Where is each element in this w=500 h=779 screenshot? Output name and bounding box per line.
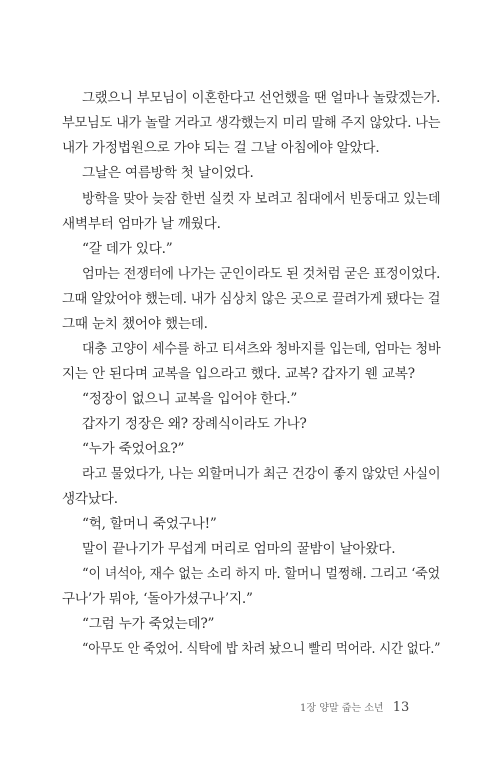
text-line: “누가 죽었어요?” bbox=[82, 441, 185, 457]
text-line: 생각났다. bbox=[62, 491, 118, 507]
text-line: 라고 물었다가, 나는 외할머니가 최근 건강이 좋지 않았던 사실이 bbox=[82, 466, 441, 482]
text-line: 새벽부터 엄마가 날 깨웠다. bbox=[62, 216, 221, 232]
text-line: 말이 끝나기가 무섭게 머리로 엄마의 꿀밤이 날아왔다. bbox=[82, 541, 396, 557]
text-line: “그럼 누가 죽었는데?” bbox=[82, 616, 215, 632]
text-line: 그날은 여름방학 첫 날이었다. bbox=[82, 165, 254, 181]
text-line: 내가 가정법원으로 가야 되는 걸 그날 아침에야 알았다. bbox=[62, 140, 380, 156]
text-line: 지는 안 된다며 교복을 입으라고 했다. 교복? 갑자기 웬 교복? bbox=[62, 366, 415, 382]
page-footer bbox=[300, 699, 450, 715]
page-number: 13 bbox=[392, 700, 410, 715]
text-line: “아무도 안 죽었어. 식탁에 밥 차려 놨으니 빨리 먹어라. 시간 없다.” bbox=[82, 641, 441, 657]
text-line: 구나’가 뭐야, ‘돌아가셨구나’지.” bbox=[62, 591, 253, 607]
text-line: 방학을 맞아 늦잠 한번 실컷 자 보려고 침대에서 빈둥대고 있는데 bbox=[82, 191, 441, 207]
text-line: 그랬으니 부모님이 이혼한다고 선언했을 땐 얼마나 놀랐겠는가. bbox=[82, 90, 441, 106]
text-line: “정장이 없으니 교복을 입어야 한다.” bbox=[82, 391, 298, 407]
chapter-title: 1장 양말 줍는 소년 bbox=[300, 703, 384, 714]
text-line: 갑자기 정장은 왜? 장례식이라도 가나? bbox=[82, 416, 307, 432]
text-line: “이 녀석아, 재수 없는 소리 하지 마. 할머니 멀쩡해. 그리고 ‘죽었 bbox=[82, 566, 440, 582]
text-line: 그때 알았어야 했는데. 내가 심상치 않은 곳으로 끌려가게 됐다는 걸 bbox=[62, 291, 441, 307]
text-line: 부모님도 내가 놀랄 거라고 생각했는지 미리 말해 주지 않았다. 나는 bbox=[62, 115, 441, 131]
text-line: 엄마는 전쟁터에 나가는 군인이라도 된 것처럼 굳은 표정이었다. bbox=[82, 266, 441, 282]
text-line: “헉, 할머니 죽었구나!” bbox=[82, 516, 217, 532]
text-line: “갈 데가 있다.” bbox=[82, 241, 173, 257]
text-line: 대충 고양이 세수를 하고 티셔츠와 청바지를 입는데, 엄마는 청바 bbox=[82, 341, 441, 357]
text-line: 그때 눈치 챘어야 했는데. bbox=[62, 316, 208, 332]
